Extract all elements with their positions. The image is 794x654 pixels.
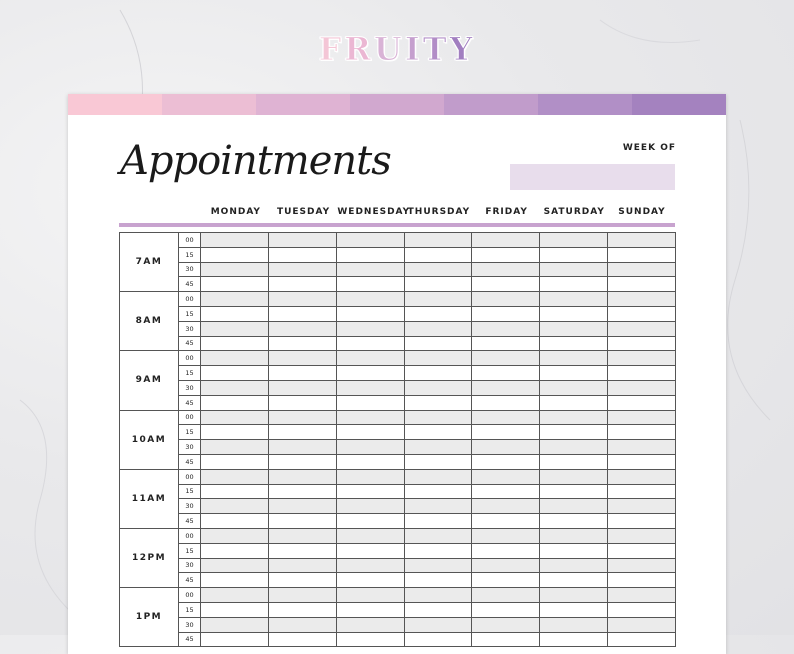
schedule-cell[interactable] (337, 366, 405, 381)
week-of-field[interactable] (510, 164, 675, 190)
schedule-cell[interactable] (405, 603, 473, 618)
schedule-cell[interactable] (540, 440, 608, 455)
schedule-cell[interactable] (269, 425, 337, 440)
schedule-cell[interactable] (540, 263, 608, 278)
planner-sheet (68, 94, 726, 654)
brand-letter: T (422, 30, 450, 68)
schedule-cell[interactable] (405, 351, 473, 366)
minute-label: 30 (179, 559, 201, 574)
schedule-cell[interactable] (405, 485, 473, 500)
schedule-cell[interactable] (337, 514, 405, 529)
hour-label: 9AM (120, 351, 179, 410)
schedule-cell[interactable] (201, 529, 269, 544)
schedule-cell[interactable] (608, 425, 676, 440)
schedule-cell[interactable] (540, 588, 608, 603)
schedule-cell[interactable] (405, 381, 473, 396)
schedule-cell[interactable] (269, 573, 337, 588)
schedule-cell[interactable] (472, 411, 540, 426)
schedule-cell[interactable] (608, 366, 676, 381)
brand-letter: Y (449, 30, 476, 68)
schedule-cell[interactable] (540, 337, 608, 352)
schedule-cell[interactable] (405, 573, 473, 588)
schedule-cell[interactable] (472, 248, 540, 263)
schedule-cell[interactable] (269, 337, 337, 352)
schedule-cell[interactable] (540, 277, 608, 292)
schedule-cell[interactable] (201, 337, 269, 352)
minute-label: 00 (179, 529, 201, 544)
schedule-cell[interactable] (540, 603, 608, 618)
schedule-cell[interactable] (269, 292, 337, 307)
schedule-cell[interactable] (608, 322, 676, 337)
minute-label: 00 (179, 233, 201, 248)
day-header-monday: MONDAY (210, 207, 261, 217)
minute-label: 00 (179, 351, 201, 366)
stripe-segment (350, 94, 444, 115)
schedule-cell[interactable] (337, 559, 405, 574)
schedule-cell[interactable] (608, 529, 676, 544)
schedule-cell[interactable] (269, 381, 337, 396)
schedule-cell[interactable] (608, 455, 676, 470)
schedule-cell[interactable] (269, 396, 337, 411)
schedule-cell[interactable] (269, 455, 337, 470)
schedule-cell[interactable] (269, 366, 337, 381)
hour-label: 11AM (120, 470, 179, 529)
schedule-cell[interactable] (608, 559, 676, 574)
schedule-cell[interactable] (608, 440, 676, 455)
stripe-segment (444, 94, 538, 115)
schedule-cell[interactable] (201, 248, 269, 263)
hour-label: 12PM (120, 529, 179, 588)
schedule-cell[interactable] (405, 322, 473, 337)
schedule-cell[interactable] (608, 544, 676, 559)
stripe-segment (162, 94, 256, 115)
schedule-cell[interactable] (201, 233, 269, 248)
schedule-cell[interactable] (405, 544, 473, 559)
day-header-thursday: THURSDAY (407, 207, 471, 217)
schedule-cell[interactable] (608, 514, 676, 529)
schedule-cell[interactable] (608, 233, 676, 248)
schedule-cell[interactable] (405, 396, 473, 411)
schedule-cell[interactable] (405, 263, 473, 278)
schedule-cell[interactable] (608, 470, 676, 485)
schedule-cell[interactable] (608, 618, 676, 633)
stripe-segment (632, 94, 726, 115)
schedule-cell[interactable] (608, 588, 676, 603)
schedule-cell[interactable] (201, 485, 269, 500)
schedule-cell[interactable] (405, 559, 473, 574)
schedule-cell[interactable] (472, 618, 540, 633)
schedule-cell[interactable] (472, 544, 540, 559)
schedule-cell[interactable] (472, 455, 540, 470)
schedule-cell[interactable] (337, 455, 405, 470)
schedule-cell[interactable] (269, 411, 337, 426)
schedule-cell[interactable] (269, 514, 337, 529)
schedule-cell[interactable] (269, 277, 337, 292)
schedule-cell[interactable] (472, 603, 540, 618)
minute-label: 45 (179, 455, 201, 470)
schedule-cell[interactable] (405, 248, 473, 263)
schedule-cell[interactable] (269, 529, 337, 544)
schedule-cell[interactable] (337, 544, 405, 559)
stripe-segment (538, 94, 632, 115)
minute-label: 00 (179, 470, 201, 485)
schedule-cell[interactable] (608, 277, 676, 292)
schedule-grid (119, 232, 676, 647)
schedule-cell[interactable] (201, 559, 269, 574)
schedule-cell[interactable] (201, 396, 269, 411)
schedule-cell[interactable] (540, 425, 608, 440)
minute-label: 30 (179, 263, 201, 278)
schedule-cell[interactable] (337, 499, 405, 514)
schedule-cell[interactable] (337, 411, 405, 426)
schedule-cell[interactable] (540, 411, 608, 426)
schedule-cell[interactable] (540, 499, 608, 514)
schedule-cell[interactable] (269, 603, 337, 618)
day-header-row (202, 207, 676, 217)
schedule-cell[interactable] (608, 263, 676, 278)
schedule-cell[interactable] (269, 470, 337, 485)
schedule-cell[interactable] (405, 233, 473, 248)
schedule-cell[interactable] (337, 381, 405, 396)
schedule-cell[interactable] (405, 499, 473, 514)
minute-label: 15 (179, 307, 201, 322)
schedule-cell[interactable] (540, 529, 608, 544)
minute-label: 30 (179, 499, 201, 514)
schedule-cell[interactable] (472, 322, 540, 337)
schedule-cell[interactable] (337, 588, 405, 603)
schedule-cell[interactable] (540, 381, 608, 396)
minute-label: 45 (179, 573, 201, 588)
schedule-cell[interactable] (337, 248, 405, 263)
schedule-cell[interactable] (269, 559, 337, 574)
schedule-cell[interactable] (201, 277, 269, 292)
minute-label: 00 (179, 411, 201, 426)
hour-label: 7AM (120, 233, 179, 292)
schedule-cell[interactable] (472, 351, 540, 366)
schedule-cell[interactable] (472, 588, 540, 603)
brand-letter: F (318, 30, 345, 68)
schedule-cell[interactable] (201, 322, 269, 337)
schedule-cell[interactable] (269, 351, 337, 366)
schedule-cell[interactable] (540, 351, 608, 366)
schedule-cell[interactable] (540, 307, 608, 322)
schedule-cell[interactable] (201, 292, 269, 307)
minute-label: 45 (179, 277, 201, 292)
schedule-cell[interactable] (405, 307, 473, 322)
schedule-cell[interactable] (472, 470, 540, 485)
schedule-cell[interactable] (608, 351, 676, 366)
hour-label: 1PM (120, 588, 179, 647)
schedule-cell[interactable] (608, 485, 676, 500)
minute-label: 45 (179, 337, 201, 352)
schedule-cell[interactable] (540, 292, 608, 307)
minute-label: 15 (179, 485, 201, 500)
schedule-cell[interactable] (405, 618, 473, 633)
schedule-cell[interactable] (405, 514, 473, 529)
schedule-cell[interactable] (608, 292, 676, 307)
schedule-cell[interactable] (540, 366, 608, 381)
schedule-cell[interactable] (269, 233, 337, 248)
schedule-cell[interactable] (337, 277, 405, 292)
schedule-cell[interactable] (201, 573, 269, 588)
schedule-cell[interactable] (337, 425, 405, 440)
schedule-cell[interactable] (608, 499, 676, 514)
schedule-cell[interactable] (405, 470, 473, 485)
schedule-cell[interactable] (608, 248, 676, 263)
schedule-cell[interactable] (269, 322, 337, 337)
schedule-cell[interactable] (269, 440, 337, 455)
schedule-cell[interactable] (608, 396, 676, 411)
brand-letter: R (344, 30, 374, 68)
day-header-friday: FRIDAY (485, 207, 528, 217)
schedule-cell[interactable] (472, 440, 540, 455)
schedule-cell[interactable] (337, 292, 405, 307)
schedule-cell[interactable] (405, 411, 473, 426)
schedule-cell[interactable] (201, 263, 269, 278)
schedule-cell[interactable] (201, 307, 269, 322)
schedule-cell[interactable] (540, 322, 608, 337)
schedule-cell[interactable] (337, 440, 405, 455)
schedule-cell[interactable] (201, 470, 269, 485)
schedule-cell[interactable] (337, 529, 405, 544)
schedule-cell[interactable] (472, 559, 540, 574)
page-title: Appointments (120, 138, 391, 184)
schedule-cell[interactable] (540, 573, 608, 588)
schedule-cell[interactable] (540, 396, 608, 411)
schedule-cell[interactable] (269, 588, 337, 603)
schedule-cell[interactable] (337, 337, 405, 352)
schedule-cell[interactable] (540, 559, 608, 574)
schedule-cell[interactable] (540, 485, 608, 500)
schedule-cell[interactable] (201, 499, 269, 514)
schedule-cell[interactable] (472, 514, 540, 529)
schedule-cell[interactable] (201, 455, 269, 470)
schedule-cell[interactable] (472, 573, 540, 588)
schedule-cell[interactable] (201, 588, 269, 603)
schedule-cell[interactable] (201, 351, 269, 366)
schedule-cell[interactable] (472, 529, 540, 544)
minute-label: 30 (179, 381, 201, 396)
schedule-cell[interactable] (472, 263, 540, 278)
schedule-cell[interactable] (337, 322, 405, 337)
schedule-cell[interactable] (540, 455, 608, 470)
schedule-cell[interactable] (472, 485, 540, 500)
schedule-cell[interactable] (337, 233, 405, 248)
minute-label: 00 (179, 588, 201, 603)
schedule-cell[interactable] (201, 514, 269, 529)
schedule-cell[interactable] (201, 425, 269, 440)
minute-label: 15 (179, 425, 201, 440)
minute-label: 30 (179, 440, 201, 455)
schedule-cell[interactable] (608, 337, 676, 352)
hour-label: 8AM (120, 292, 179, 351)
minute-label: 00 (179, 292, 201, 307)
schedule-cell[interactable] (540, 544, 608, 559)
day-header-wednesday: WEDNESDAY (337, 207, 411, 217)
minute-label: 45 (179, 514, 201, 529)
schedule-cell[interactable] (201, 544, 269, 559)
schedule-cell[interactable] (337, 263, 405, 278)
schedule-cell[interactable] (540, 248, 608, 263)
schedule-cell[interactable] (540, 470, 608, 485)
schedule-cell[interactable] (269, 618, 337, 633)
schedule-cell[interactable] (472, 337, 540, 352)
minute-label: 30 (179, 322, 201, 337)
minute-label: 15 (179, 544, 201, 559)
week-of-label: WEEK OF (622, 143, 676, 153)
stripe-segment (256, 94, 350, 115)
schedule-cell[interactable] (337, 573, 405, 588)
schedule-cell[interactable] (608, 573, 676, 588)
minute-label: 15 (179, 603, 201, 618)
schedule-cell[interactable] (472, 425, 540, 440)
schedule-cell[interactable] (608, 307, 676, 322)
schedule-cell[interactable] (201, 618, 269, 633)
schedule-cell[interactable] (405, 425, 473, 440)
schedule-cell[interactable] (405, 366, 473, 381)
schedule-cell[interactable] (472, 396, 540, 411)
schedule-cell[interactable] (337, 307, 405, 322)
day-header-saturday: SATURDAY (543, 207, 605, 217)
schedule-cell[interactable] (608, 381, 676, 396)
schedule-cell[interactable] (540, 618, 608, 633)
schedule-cell[interactable] (337, 470, 405, 485)
schedule-cell[interactable] (201, 411, 269, 426)
schedule-cell[interactable] (405, 455, 473, 470)
schedule-cell[interactable] (472, 277, 540, 292)
header-divider (119, 223, 675, 227)
schedule-cell[interactable] (405, 440, 473, 455)
schedule-cell[interactable] (269, 499, 337, 514)
schedule-cell[interactable] (269, 485, 337, 500)
schedule-cell[interactable] (608, 411, 676, 426)
brand-logo (0, 30, 794, 68)
minute-label: 30 (179, 618, 201, 633)
schedule-cell[interactable] (269, 307, 337, 322)
schedule-cell[interactable] (405, 529, 473, 544)
schedule-cell[interactable] (201, 381, 269, 396)
schedule-cell[interactable] (472, 307, 540, 322)
minute-label: 15 (179, 248, 201, 263)
stripe-segment (68, 94, 162, 115)
minute-label: 45 (179, 396, 201, 411)
schedule-cell[interactable] (269, 248, 337, 263)
schedule-cell[interactable] (405, 588, 473, 603)
schedule-cell[interactable] (608, 603, 676, 618)
schedule-cell[interactable] (472, 233, 540, 248)
color-stripe (68, 94, 726, 115)
minute-label: 15 (179, 366, 201, 381)
hour-label: 10AM (120, 411, 179, 470)
day-header-sunday: SUNDAY (618, 207, 666, 217)
schedule-cell[interactable] (269, 544, 337, 559)
schedule-cell[interactable] (201, 603, 269, 618)
schedule-cell[interactable] (337, 351, 405, 366)
brand-letter: I (404, 30, 423, 68)
schedule-cell[interactable] (472, 366, 540, 381)
schedule-cell[interactable] (337, 485, 405, 500)
schedule-cell[interactable] (337, 396, 405, 411)
day-header-tuesday: TUESDAY (276, 207, 331, 217)
schedule-cell[interactable] (540, 514, 608, 529)
schedule-cell[interactable] (269, 263, 337, 278)
schedule-cell[interactable] (405, 277, 473, 292)
schedule-cell[interactable] (337, 603, 405, 618)
schedule-cell[interactable] (201, 440, 269, 455)
schedule-cell[interactable] (201, 366, 269, 381)
minute-label: 45 (179, 633, 201, 648)
schedule-cell[interactable] (472, 499, 540, 514)
brand-letter: U (373, 30, 405, 68)
schedule-cell[interactable] (405, 292, 473, 307)
schedule-cell[interactable] (540, 233, 608, 248)
schedule-cell[interactable] (472, 292, 540, 307)
schedule-cell[interactable] (337, 618, 405, 633)
schedule-cell[interactable] (405, 337, 473, 352)
schedule-cell[interactable] (472, 381, 540, 396)
